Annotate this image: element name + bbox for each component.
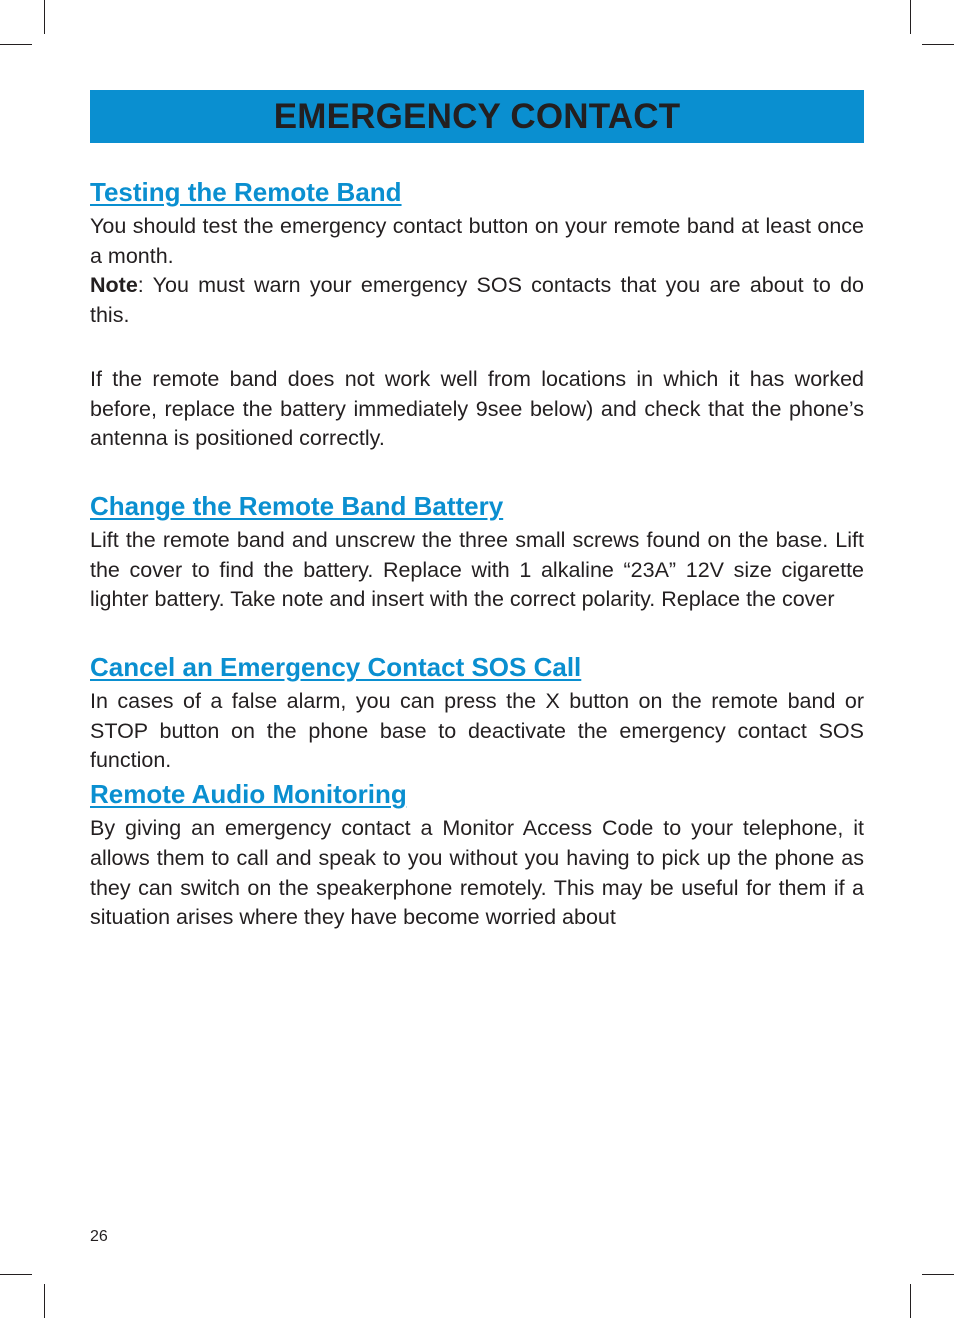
crop-mark: [0, 44, 32, 45]
section-remote-audio-monitoring: [90, 776, 864, 933]
section-testing-remote-band: [90, 174, 864, 454]
crop-mark: [44, 1284, 45, 1318]
paragraph: If the remote band does not work well from locations in which it has worked before, replace the battery immediately 9see below) and check that the phone’s antenna is positioned correctly.: [90, 366, 864, 451]
crop-mark: [922, 1274, 954, 1275]
paragraph: By giving an emergency contact a Monitor Access Code to your telephone, it allows them to call and speak to you without you having to pick up the phone as they can switch on the speakerphone remotely. This may be useful for them if a situation arises where they have become worried about: [90, 816, 864, 930]
note-label: Note: [90, 273, 138, 298]
title-bar: [90, 90, 864, 143]
page-title: EMERGENCY CONTACT: [273, 96, 681, 136]
document-body: [90, 174, 864, 933]
section-cancel-sos-call: [90, 649, 864, 776]
section-change-battery: [90, 488, 864, 615]
paragraph: Lift the remote band and unscrew the three small screws found on the base. Lift the cover to find the battery. Replace with 1 alkaline “23A” 12V size cigarette lighter battery. Take note and insert with the correct polarity. Replace the cover: [90, 527, 864, 612]
note-paragraph: [90, 271, 864, 330]
paragraph: You should test the emergency contact button on your remote band at least once a month.: [90, 214, 864, 268]
crop-mark: [0, 1274, 32, 1275]
paragraph: In cases of a false alarm, you can press the X button on the remote band or STOP button on the phone base to deactivate the emergency contact SOS function.: [90, 689, 864, 773]
section-heading: Testing the Remote Band: [90, 177, 402, 207]
crop-mark: [44, 0, 45, 34]
note-text: : You must warn your emergency SOS contacts that you are about to do this.: [90, 273, 864, 328]
crop-mark: [922, 44, 954, 45]
crop-mark: [910, 0, 911, 34]
crop-mark: [910, 1284, 911, 1318]
section-heading: Change the Remote Band Battery: [90, 490, 504, 521]
section-heading: Cancel an Emergency Contact SOS Call: [90, 652, 582, 683]
page-number: 26: [90, 1228, 108, 1245]
section-heading: Remote Audio Monitoring: [90, 779, 407, 810]
